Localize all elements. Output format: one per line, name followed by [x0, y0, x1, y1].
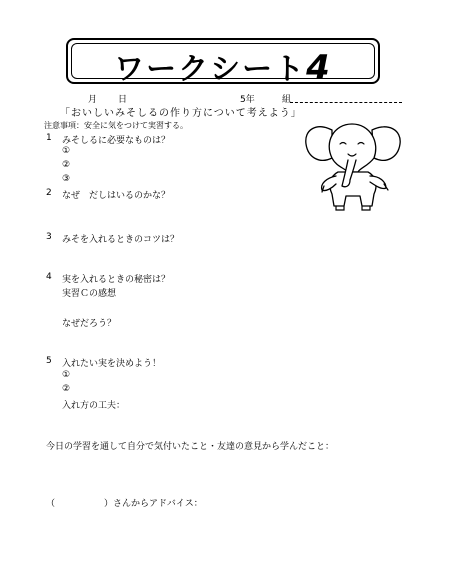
name-dotted-line	[290, 102, 402, 103]
month-label: 月	[88, 95, 98, 105]
q1-text: みそしるに必要なものは？	[62, 136, 171, 146]
q1-item-3: ③	[62, 174, 71, 184]
q1-item-2: ②	[62, 160, 71, 170]
q5-number: 5	[46, 356, 52, 366]
q5-method: 入れ方の工夫：	[62, 401, 126, 411]
grade-label: 5年	[240, 95, 255, 105]
q3-number: 3	[46, 232, 52, 242]
q4-sub-impression: 実習Ｃの感想	[62, 289, 117, 299]
safety-note: 注意事項：安全に気をつけて実習する。	[44, 121, 188, 130]
advice-label: ）さんからアドバイス：	[104, 499, 203, 509]
reflection-prompt: 今日の学習を通して自分で気付いたこと・友達の意見から学んだこと：	[46, 442, 335, 452]
q5-item-2: ②	[62, 384, 71, 394]
q2-number: 2	[46, 188, 52, 198]
worksheet-title	[68, 44, 378, 88]
elephant-illustration	[302, 120, 406, 216]
q1-number: 1	[46, 133, 52, 143]
q1-item-1: ①	[62, 146, 71, 156]
advice-open-paren: （	[46, 499, 56, 509]
lesson-theme: 「おいしいみそしるの作り方について考えよう」	[60, 108, 302, 119]
q3-text: みそを入れるときのコツは？	[62, 235, 180, 245]
title-frame	[66, 38, 380, 88]
q4-text: 実を入れるときの秘密は？	[62, 275, 171, 285]
q2-text: なぜ だしはいるのかな？	[62, 191, 171, 201]
class-label: 組	[282, 95, 292, 105]
q5-text: 入れたい実を決めよう！	[62, 359, 162, 369]
day-label: 日	[118, 95, 128, 105]
q4-number: 4	[46, 272, 52, 282]
q4-sub-why: なぜだろう？	[62, 319, 117, 329]
title-text: ワークシート	[114, 52, 307, 87]
q5-item-1: ①	[62, 370, 71, 380]
title-number: 4	[306, 48, 332, 88]
